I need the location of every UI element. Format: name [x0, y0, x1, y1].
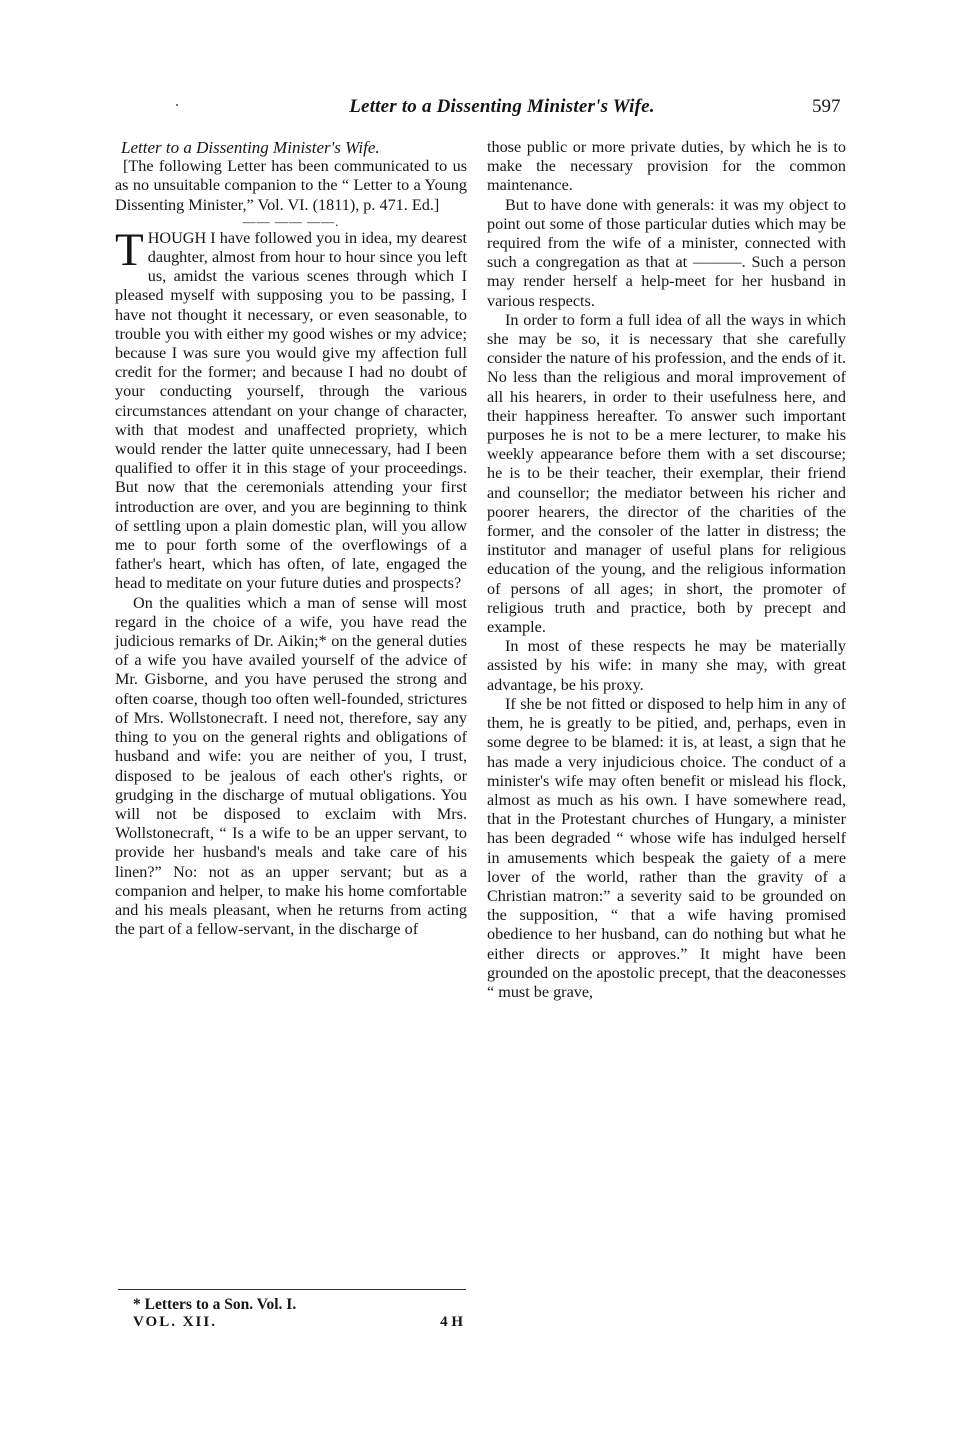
editorial-note: [The following Letter has been communicated to us as no unsuitable companion to the “ Letter to a Young Dissenting Minister,” Vol. VI. (1811), p. 471. Ed.] [115, 157, 467, 214]
left-column [115, 138, 467, 939]
volume-label: VOL. XII. [133, 1314, 217, 1330]
body-paragraph: In most of these respects he may be materially assisted by his wife: in many she may, with great advantage, be his proxy. [487, 637, 846, 694]
article-title: Letter to a Dissenting Minister's Wife. [121, 138, 380, 157]
page-number: 597 [812, 96, 841, 117]
body-paragraph: If she be not fitted or disposed to help him in any of them, he is greatly to be pitied, and, perhaps, even in some degree to be blamed: it is, at least, a sign that he has made a very injudicious choice. The conduct of a minister's wife may often benefit or mislead his flock, almost as much as his own. I have somewhere read, that in the Protestant churches of Hungary, a minister has been degraded “ whose wife has indulged herself in amusements which bespeak the gaiety of a mere lover of the world, rather than the gravity of a Christian matron:” a severity said to be grounded on the supposition, “ that a wife having promised obedience to her husband, can do nothing but what he either directs or approves.” It might have been grounded on the apostolic precept, that the deaconesses “ must be grave, [487, 694, 846, 1001]
drop-cap: T [115, 223, 144, 276]
section-rule: —— —— ——. [242, 213, 340, 229]
signature-mark: 4 H [440, 1314, 463, 1330]
right-column [487, 138, 846, 1002]
body-paragraph: On the qualities which a man of sense will most regard in the choice of a wife, you have read the judicious remarks of Dr. Aikin;* on the general duties of a wife you have availed yourself of the advice of Mr. Gisborne, and you have perused the strong and often coarse, though too often well-founded, strictures of Mrs. Wollstonecraft. I need not, therefore, say any thing to you on the general rights and obligations of husband and wife: you are neither of you, I trust, disposed to be jealous of each other's rights, or grudging in the discharge of mutual obligations. You will not be disposed to exclaim with Mrs. Wollstonecraft, “ Is a wife to be an upper servant, to provide her husband's meals and take care of his linen?” No: not as an upper servant; but as a companion and helper, to make his home comfortable and his meals pleasant, when he returns from acting the part of a fellow-servant, in the discharge of [115, 593, 467, 939]
continued-paragraph: those public or more private duties, by which he is to make the necessary provision for the common maintenance. [487, 138, 846, 195]
opening-paragraph [115, 223, 467, 594]
body-paragraph: In order to form a full idea of all the ways in which she may be so, it is necessary that she carefully consider the nature of his profession, and the ends of it. No less than the religious and moral improvement of all his hearers, in order to their usefulness here, and their happiness hereafter. To answer such important purposes he is not to be a mere lecturer, to make his weekly appearance before them with a set discourse; he is to be their teacher, their exemplar, their friend and counsellor; the mediator between his richer and poorer hearers, the director of the charities of the former, and the consoler of the latter in distress; the institutor and manager of useful plans for religious education of the young, and the religious information of persons of all ages; in short, the promoter of religious truth and practice, both by precept and example. [487, 310, 846, 637]
body-paragraph: But to have done with generals: it was my object to point out some of those particular duties which may be required from the wife of a minister, connected with such a congregation as that at ———. Such a person may render herself a help-meet for her husband in various respects. [487, 195, 846, 310]
running-title: Letter to a Dissenting Minister's Wife. [349, 96, 655, 117]
footnote-rule [118, 1289, 466, 1290]
opening-paragraph-text: HOUGH I have followed you in idea, my dearest daughter, almost from hour to hour since you left us, amidst the various scenes through which I pleased myself with supposing you to be passing, I have not thought it necessary, or even seasonable, to trouble you with either my good wishes or my advice; because I was sure you would give my affection full credit for the former; and because I had no doubt of your conducting yourself, through the various circumstances attendant on your change of character, with that modest and unaffected propriety, which would render the latter quite unnecessary, had I been qualified to offer it in this stage of your proceedings. But now that the ceremonials attending your first introduction are over, and you are beginning to think of settling upon a plain domestic plan, will you allow me to pour forth some of the overflowings of a father's heart, which has often, of late, engaged the head to meditate on your future duties and prospects? [115, 228, 467, 593]
running-head [0, 96, 964, 126]
footnote: * Letters to a Son. Vol. I. [133, 1296, 297, 1313]
page-footer [133, 1314, 463, 1334]
